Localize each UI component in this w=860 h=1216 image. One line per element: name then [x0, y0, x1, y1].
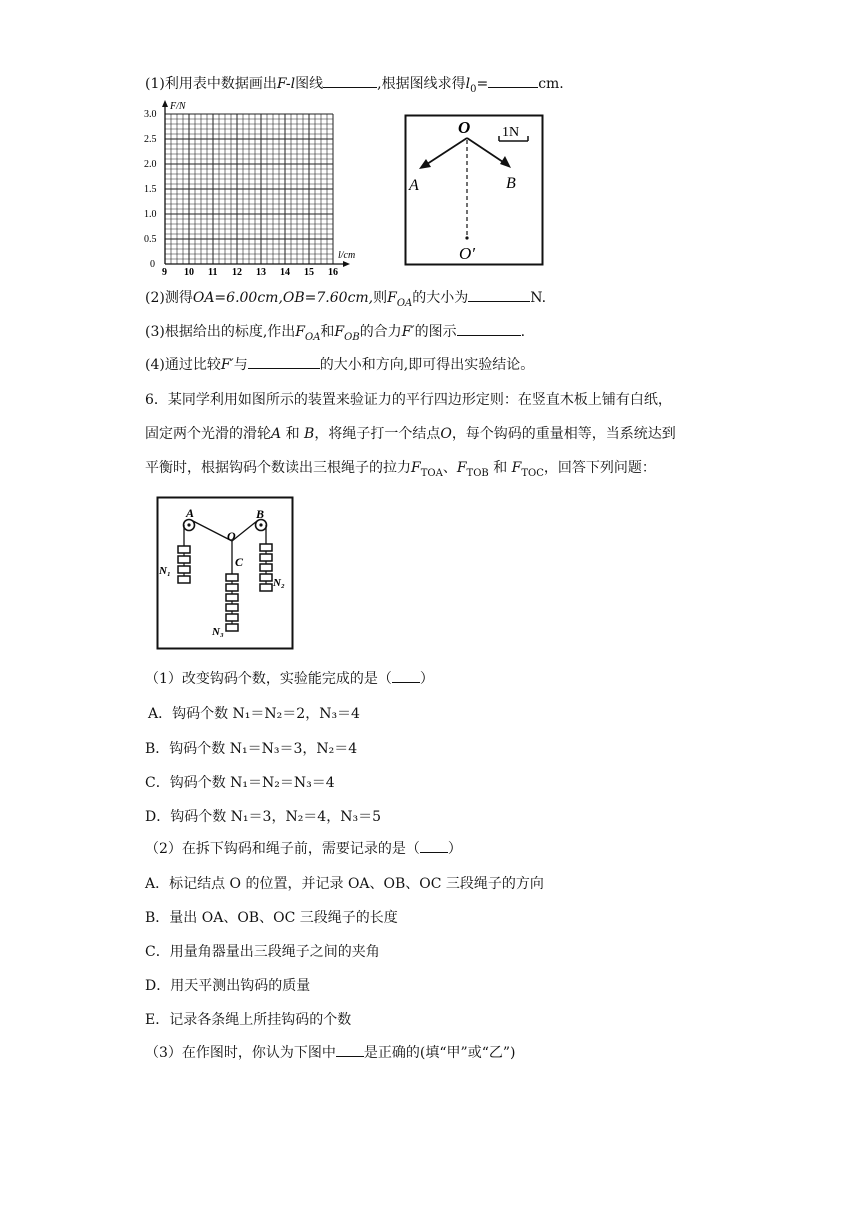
hook-weight	[260, 584, 272, 591]
x-tick-label: 12	[232, 267, 242, 278]
q6-sub2-stem: （2）在拆下钩码和绳子前，需要记录的是（ ）	[145, 838, 462, 859]
hook-weight	[226, 624, 238, 631]
f-l-graph	[140, 100, 370, 278]
x-tick-label: 13	[256, 267, 266, 278]
y-tick-label: 1.5	[144, 184, 157, 195]
point-o-prime-label: O′	[459, 244, 475, 263]
answer-blank[interactable]	[468, 287, 530, 302]
q5-part4: (4)通过比较F′与 的大小和方向,即可得出实验结论。	[145, 354, 534, 375]
q6-sub2-option-d[interactable]: D．用天平测出钩码的质量	[145, 978, 311, 994]
answer-blank[interactable]	[488, 73, 538, 88]
hook-weight	[226, 614, 238, 621]
hook-weight	[260, 554, 272, 561]
y-axis-label: F/N	[170, 101, 186, 112]
q6-intro-line3: 平衡时，根据钩码个数读出三根绳子的拉力$F_{TOA}$、$F_{TOB}$ 和 $F_{TOC}$，回答下列问题：	[145, 460, 656, 479]
hook-weight	[178, 546, 190, 553]
y-tick-label: 2.5	[144, 134, 157, 145]
apparatus-label-b: B	[256, 507, 265, 521]
hook-weight	[260, 544, 272, 551]
scale-label: 1N	[502, 125, 520, 140]
q6-intro-line2: 固定两个光滑的滑轮A 和 B，将绳子打一个结点O，每个钩码的重量相等，当系统达到	[145, 426, 676, 442]
x-tick-label: 16	[328, 267, 338, 278]
x-tick-label: 9	[162, 267, 167, 278]
force-diagram	[404, 114, 544, 266]
x-tick-label: 15	[304, 267, 314, 278]
diagram-frame	[406, 116, 543, 265]
y-tick-label: 1.0	[144, 209, 157, 220]
origin-label: 0	[150, 259, 155, 270]
q6-sub1-stem: （1）改变钩码个数，实验能完成的是（ ）	[145, 668, 434, 689]
hook-weight	[260, 564, 272, 571]
answer-blank[interactable]	[336, 1042, 364, 1057]
answer-blank[interactable]	[248, 354, 320, 369]
point-o-label: O	[458, 118, 471, 137]
pulley-apparatus-figure	[156, 496, 294, 650]
y-tick-label: 0.5	[144, 234, 157, 245]
q6-sub2-option-a[interactable]: A．标记结点 O 的位置，并记录 OA、OB、OC 三段绳子的方向	[145, 876, 544, 892]
q6-sub1-option-d[interactable]: D．钩码个数 N₁＝3，N₂＝4，N₃＝5	[145, 809, 381, 825]
apparatus-label-o: O	[227, 529, 236, 543]
hook-weight	[226, 594, 238, 601]
arrow-ob-icon	[500, 156, 511, 168]
q6-intro-line1: 6．某同学利用如图所示的装置来验证力的平行四边形定则：在竖直木板上铺有白纸，	[145, 392, 672, 408]
q5-part3: (3)根据给出的标度,作出$F_{OA}$和$F_{OB}$的合力F′的图示 .	[145, 321, 525, 348]
hook-weight	[178, 576, 190, 583]
graph-grid	[165, 114, 333, 264]
apparatus-label-a: A	[186, 506, 195, 520]
q6-sub1-option-b[interactable]: B．钩码个数 N₁＝N₃＝3，N₂＝4	[145, 741, 358, 757]
x-tick-label: 11	[208, 267, 218, 278]
q6-sub3-stem: （3）在作图时，你认为下图中 是正确的(填“甲”或“乙”)	[145, 1042, 515, 1063]
point-a-label: A	[409, 177, 419, 194]
hook-weight	[178, 556, 190, 563]
hook-weight	[226, 574, 238, 581]
answer-blank[interactable]	[392, 668, 420, 683]
q5-part2: (2)测得OA=6.00cm,OB=7.60cm,则$F_{OA}$的大小为 N.	[145, 287, 546, 314]
x-tick-label: 10	[184, 267, 194, 278]
answer-blank[interactable]	[323, 73, 377, 88]
apparatus-label-n1: N₁	[159, 565, 171, 577]
q5-part1: (1)利用表中数据画出F-l图线 ,根据图线求得$l_0=$ cm.	[145, 73, 564, 100]
q6-sub1-option-a[interactable]: A．钩码个数 N₁＝N₂＝2，N₃＝4	[148, 706, 360, 722]
q6-sub2-option-b[interactable]: B．量出 OA、OB、OC 三段绳子的长度	[145, 910, 398, 926]
hook-weight	[178, 566, 190, 573]
apparatus-label-n3: N₃	[212, 626, 224, 638]
q6-sub1-option-c[interactable]: C．钩码个数 N₁＝N₂＝N₃＝4	[145, 775, 335, 791]
point-b-label: B	[506, 175, 516, 192]
y-tick-label: 3.0	[144, 109, 157, 120]
q6-sub2-option-c[interactable]: C．用量角器量出三段绳子之间的夹角	[145, 944, 380, 960]
hook-weight	[226, 604, 238, 611]
answer-blank[interactable]	[420, 838, 448, 853]
q6-sub2-option-e[interactable]: E．记录各条绳上所挂钩码的个数	[145, 1012, 352, 1028]
arrow-oa-icon	[419, 159, 431, 169]
x-tick-label: 14	[280, 267, 290, 278]
apparatus-label-c: C	[235, 555, 244, 569]
hook-weight	[226, 584, 238, 591]
hook-weight	[260, 574, 272, 581]
apparatus-label-n2: N₂	[273, 577, 285, 589]
answer-blank[interactable]	[457, 321, 521, 336]
x-axis-label: l/cm	[338, 250, 356, 261]
y-tick-label: 2.0	[144, 159, 157, 170]
